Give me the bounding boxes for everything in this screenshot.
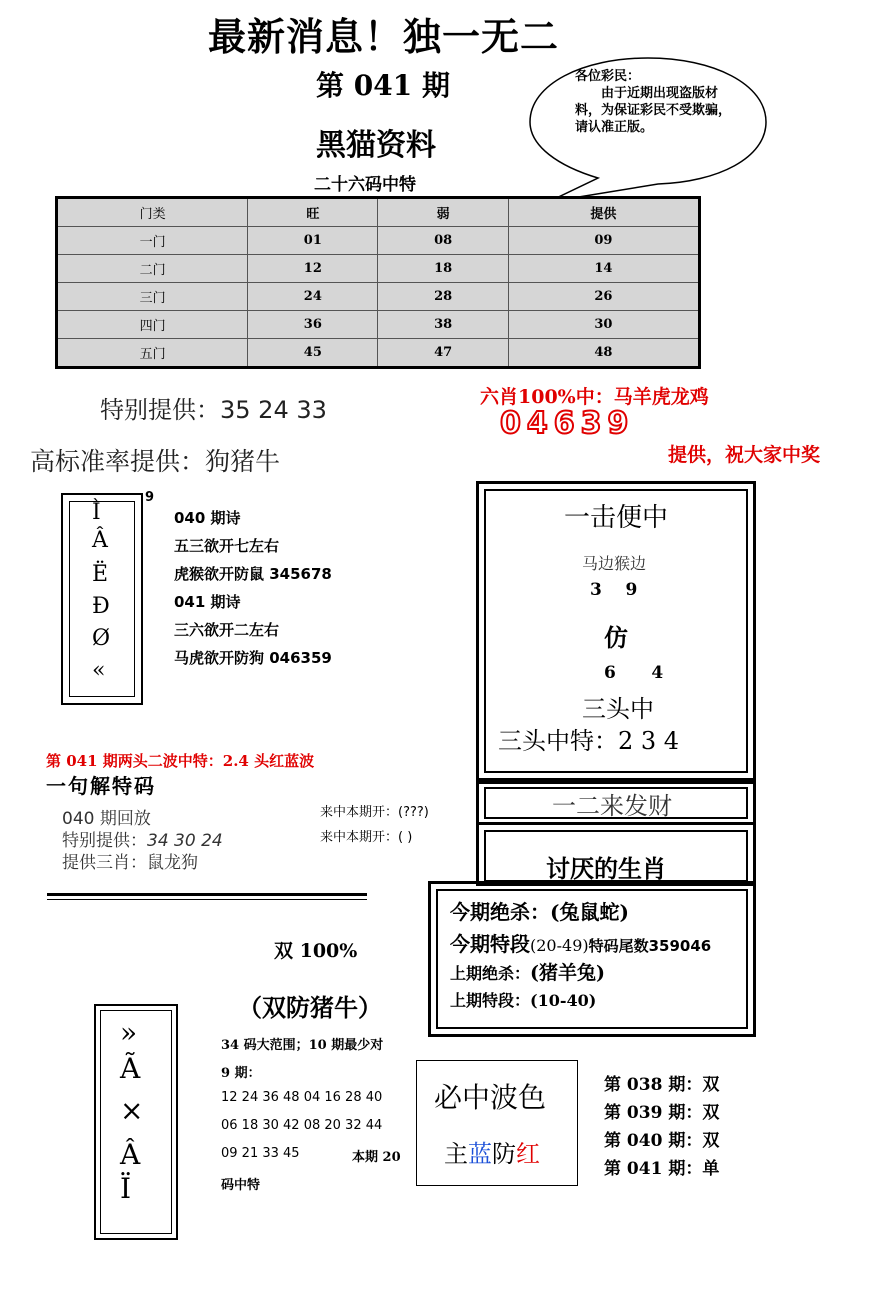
table-header-row [57,198,700,227]
history-item: 第 039 期：双 [604,1103,720,1123]
hit-nums-1: 3 9 [590,580,638,600]
six-xiao-wish: 提供，祝大家中奖 [668,444,821,466]
replay-special-numbers: 34 30 24 [147,831,223,851]
kill-current: 今期绝杀：(兔鼠蛇) [450,900,629,924]
hated-text: 讨厌的生肖 [546,854,666,883]
kill-tail-numbers: 359046 [648,937,712,955]
replay-special-label: 特别提供： [62,831,147,851]
table-row [57,339,700,368]
table-cell: 08 [378,227,508,255]
range-current: 本期 20 [352,1150,401,1165]
special-provide [100,390,327,425]
history-item: 第 038 期：双 [604,1075,720,1095]
poem-line: 五三欲开七左右 [174,537,280,555]
hit-nums-2: 6 4 [604,663,664,683]
hit-fang: 仿 [604,623,628,652]
poem-corner-mark: 9 [145,490,155,505]
kill-section [450,928,711,957]
table-cell: 五门 [57,339,248,368]
fortune-text: 一二来发财 [552,792,672,820]
bubble-body: 由于近期出现盗版材料，为保证彩民不受欺骗，请认准正版。 [575,86,732,135]
poem-glyph: Ø [92,626,111,651]
range-current-2: 码中特 [221,1178,261,1193]
replay-title: 040 期回放 [62,809,151,829]
left-glyph: » [120,1016,138,1049]
special-label: 特别提供： [100,396,220,424]
table-cell: 14 [508,255,699,283]
high-rate: 高标准率提供：狗猪牛 [30,447,281,476]
table-cell: 09 [508,227,699,255]
table-cell: 一门 [57,227,248,255]
must-wave-guard: 防 [492,1140,516,1168]
table-cell: 36 [248,311,378,339]
issue-number: 第 041 期 [316,69,450,102]
kill-section-label: 今期特段 [450,932,530,956]
three-head-special: 三头中特：2 3 4 [498,727,680,755]
poem-glyph: Đ [92,594,110,619]
left-glyph: Â [120,1138,141,1171]
header-cell: 门类 [57,198,248,227]
bubble-greeting: 各位彩民： [575,69,641,84]
left-glyph: × [120,1094,144,1127]
table-cell: 45 [248,339,378,368]
range-row: 12 24 36 48 04 16 28 40 [221,1090,383,1105]
poem-line: 040 期诗 [174,509,241,527]
table-subtitle: 二十六码中特 [314,175,416,195]
history-item: 第 041 期：单 [604,1159,720,1179]
six-xiao-text: 六肖100%中：马羊虎龙鸡 [480,386,709,408]
table-cell: 28 [378,283,508,311]
poem-line: 虎猴欲开防鼠 345678 [174,565,332,583]
poem-glyph: Ë [92,562,109,587]
poem-glyph: « [92,658,106,683]
hit-sub: 马边猴边 [582,554,647,573]
must-wave-title: 必中波色 [434,1081,547,1114]
last-kill-value: (猪羊兔) [530,962,605,984]
left-glyph: Ã [120,1052,141,1085]
history-item: 第 040 期：双 [604,1131,720,1151]
range-title: 34 码大范围；10 期最少对 [221,1038,384,1053]
number-table [55,196,701,369]
table-cell: 四门 [57,311,248,339]
table-cell: 24 [248,283,378,311]
brand-title: 黑猫资料 [316,128,436,163]
table-cell: 47 [378,339,508,368]
table-row [57,283,700,311]
replay-block [62,808,223,874]
poem-glyph: Ì [92,500,101,525]
wave-line: 第 041 期两头二波中特：2.4 头红蓝波 [46,752,315,770]
must-wave-main-color: 蓝 [468,1140,492,1168]
range-title-2: 9 期： [221,1066,261,1081]
three-head: 三头中 [582,695,654,723]
table-cell: 26 [508,283,699,311]
table-cell: 48 [508,339,699,368]
replay-open-2: 来中本期开：( ) [320,830,413,845]
header-cell: 提供 [508,198,699,227]
kill-tail-label: 特码尾数 [588,937,649,955]
must-wave-line [444,1134,540,1169]
kill-section-range: (20-49) [530,936,589,955]
headline: 最新消息！独一无二 [208,14,560,59]
last-section: 上期特段：(10-40) [450,991,597,1010]
hit-title: 一击便中 [564,503,669,533]
six-xiao-code: 04639 [500,406,635,441]
table-cell: 18 [378,255,508,283]
double-guard: （双防猪牛） [238,993,382,1022]
header-cell: 弱 [378,198,508,227]
table-cell: 二门 [57,255,248,283]
table-cell: 38 [378,311,508,339]
range-row: 06 18 30 42 08 20 32 44 [221,1118,383,1133]
table-cell: 01 [248,227,378,255]
double-title: 双 100% [274,940,358,962]
section-divider [47,899,367,900]
poem-glyph: Â [92,528,108,553]
bubble-text [575,68,735,152]
table-cell: 三门 [57,283,248,311]
section-divider [47,893,367,896]
must-wave-guard-color: 红 [516,1140,540,1168]
range-row: 09 21 33 45 [221,1146,300,1161]
table-row [57,227,700,255]
replay-open-1: 来中本期开：(???) [320,805,429,820]
special-numbers: 35 24 33 [220,396,327,424]
must-wave-main: 主 [444,1140,468,1168]
replay-three-xiao: 提供三肖：鼠龙狗 [62,853,198,873]
last-kill-label: 上期绝杀： [450,964,531,983]
table-row [57,255,700,283]
replay-special [62,830,223,852]
poem-line: 马虎欲开防狗 046359 [174,649,332,667]
one-sentence: 一句解特码 [46,774,156,798]
poem-line: 041 期诗 [174,593,241,611]
table-row [57,311,700,339]
poem-line: 三六欲开二左右 [174,621,280,639]
left-glyph: Ï [120,1172,132,1205]
header-cell: 旺 [248,198,378,227]
table-cell: 30 [508,311,699,339]
table-cell: 12 [248,255,378,283]
last-kill [450,958,605,985]
